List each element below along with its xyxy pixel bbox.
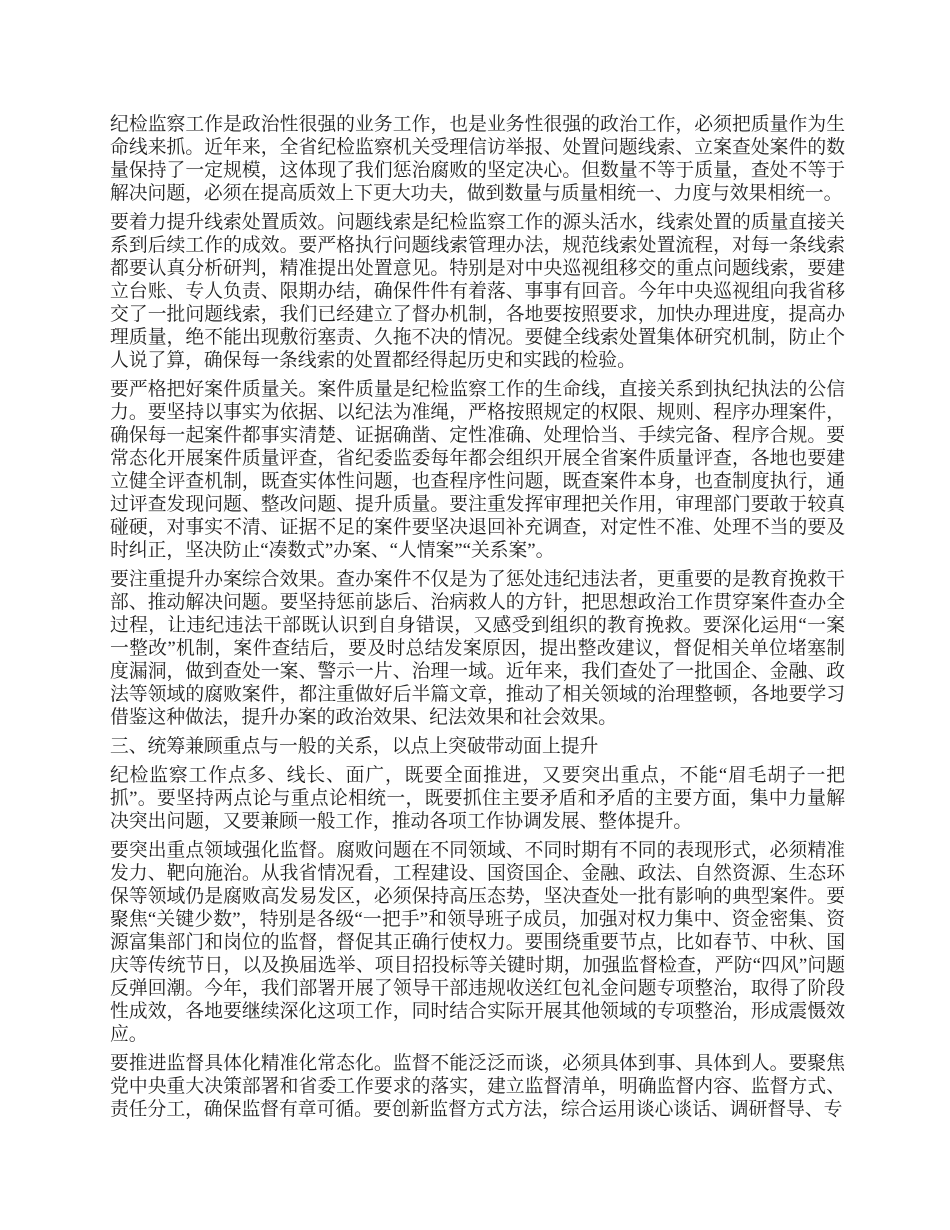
paragraph: 要突出重点领域强化监督。腐败问题在不同领域、不同时期有不同的表现形式，必须精准发力、靶向施治。从我省情况看，工程建设、国资国企、金融、政法、自然资源、生态环保等领域仍是腐败高发易发区，必须保持高压态势，坚决查处一批有影响的典型案件。要聚焦“关键少数”，特别是各级“一把手”和领导班子成员，加强对权力集中、资金密集、资源富集部门和岗位的监督，督促其正确行使权力。要围绕重要节点，比如春节、中秋、国庆等传统节日，以及换届选举、项目招投标等关键时期，加强监督检查，严防“四风”问题反弹回潮。今年，我们部署开展了领导干部违规收送红包礼金问题专项整治，取得了阶段性成效，各地要继续深化这项工作，同时结合实际开展其他领域的专项整治，形成震慑效应。 — [110, 840, 845, 1045]
paragraph: 纪检监察工作点多、线长、面广，既要全面推进，又要突出重点，不能“眉毛胡子一把抓”。要坚持两点论与重点论相统一，既要抓住主要矛盾和矛盾的主要方面，集中力量解决突出问题，又要兼顾一般工作，推动各项工作协调发展、整体提升。 — [110, 765, 845, 832]
section-heading: 三、统筹兼顾重点与一般的关系，以点上突破带动面上提升 — [110, 736, 599, 757]
paragraph: 纪检监察工作是政治性很强的业务工作，也是业务性很强的政治工作，必须把质量作为生命线来抓。近年来，全省纪检监察机关受理信访举报、处置问题线索、立案查处案件的数量保持了一定规模，这体现了我们惩治腐败的坚定决心。但数量不等于质量，查处不等于解决问题，必须在提高质效上下更大功夫，做到数量与质量相统一、力度与效果相统一。 — [110, 114, 845, 204]
document-body — [110, 113, 845, 1121]
paragraph: 要着力提升线索处置质效。问题线索是纪检监察工作的源头活水，线索处置的质量直接关系到后续工作的成效。要严格执行问题线索管理办法，规范线索处置流程，对每一条线索都要认真分析研判，精准提出处置意见。特别是对中央巡视组移交的重点问题线索，要建立台账、专人负责、限期办结，确保件件有着落、事事有回音。今年中央巡视组向我省移交了一批问题线索，我们已经建立了督办机制，各地要按照要求，加快办理进度，提高办理质量，绝不能出现敷衍塞责、久拖不决的情况。要健全线索处置集体研究机制，防止个人说了算，确保每一条线索的处置都经得起历史和实践的检验。 — [110, 212, 845, 371]
paragraph: 要注重提升办案综合效果。查办案件不仅是为了惩处违纪违法者，更重要的是教育挽救干部、推动解决问题。要坚持惩前毖后、治病救人的方针，把思想政治工作贯穿案件查办全过程，让违纪违法干部既认识到自身错误，又感受到组织的教育挽救。要深化运用“一案一整改”机制，案件查结后，要及时总结发案原因，提出整改建议，督促相关单位堵塞制度漏洞，做到查处一案、警示一片、治理一域。近年来，我们查处了一批国企、金融、政法等领域的腐败案件，都注重做好后半篇文章，推动了相关领域的治理整顿，各地要学习借鉴这种做法，提升办案的政治效果、纪法效果和社会效果。 — [110, 569, 845, 728]
paragraph: 要推进监督具体化精准化常态化。监督不能泛泛而谈，必须具体到事、具体到人。要聚焦党中央重大决策部署和省委工作要求的落实，建立监督清单，明确监督内容、监督方式、责任分工，确保监督有章可循。要创新监督方式方法，综合运用谈心谈话、调研督导、专 — [110, 1053, 845, 1120]
paragraph: 要严格把好案件质量关。案件质量是纪检监察工作的生命线，直接关系到执纪执法的公信力。要坚持以事实为依据、以纪法为准绳，严格按照规定的权限、规则、程序办理案件，确保每一起案件都事实清楚、证据确凿、定性准确、处理恰当、手续完备、程序合规。要常态化开展案件质量评查，省纪委监委每年都会组织开展全省案件质量评查，各地也要建立健全评查机制，既查实体性问题，也查程序性问题，既查案件本身，也查制度执行，通过评查发现问题、整改问题、提升质量。要注重发挥审理把关作用，审理部门要敢于较真碰硬，对事实不清、证据不足的案件要坚决退回补充调查，对定性不准、处理不当的要及时纠正，坚决防止“凑数式”办案、“人情案”“关系案”。 — [110, 379, 845, 561]
